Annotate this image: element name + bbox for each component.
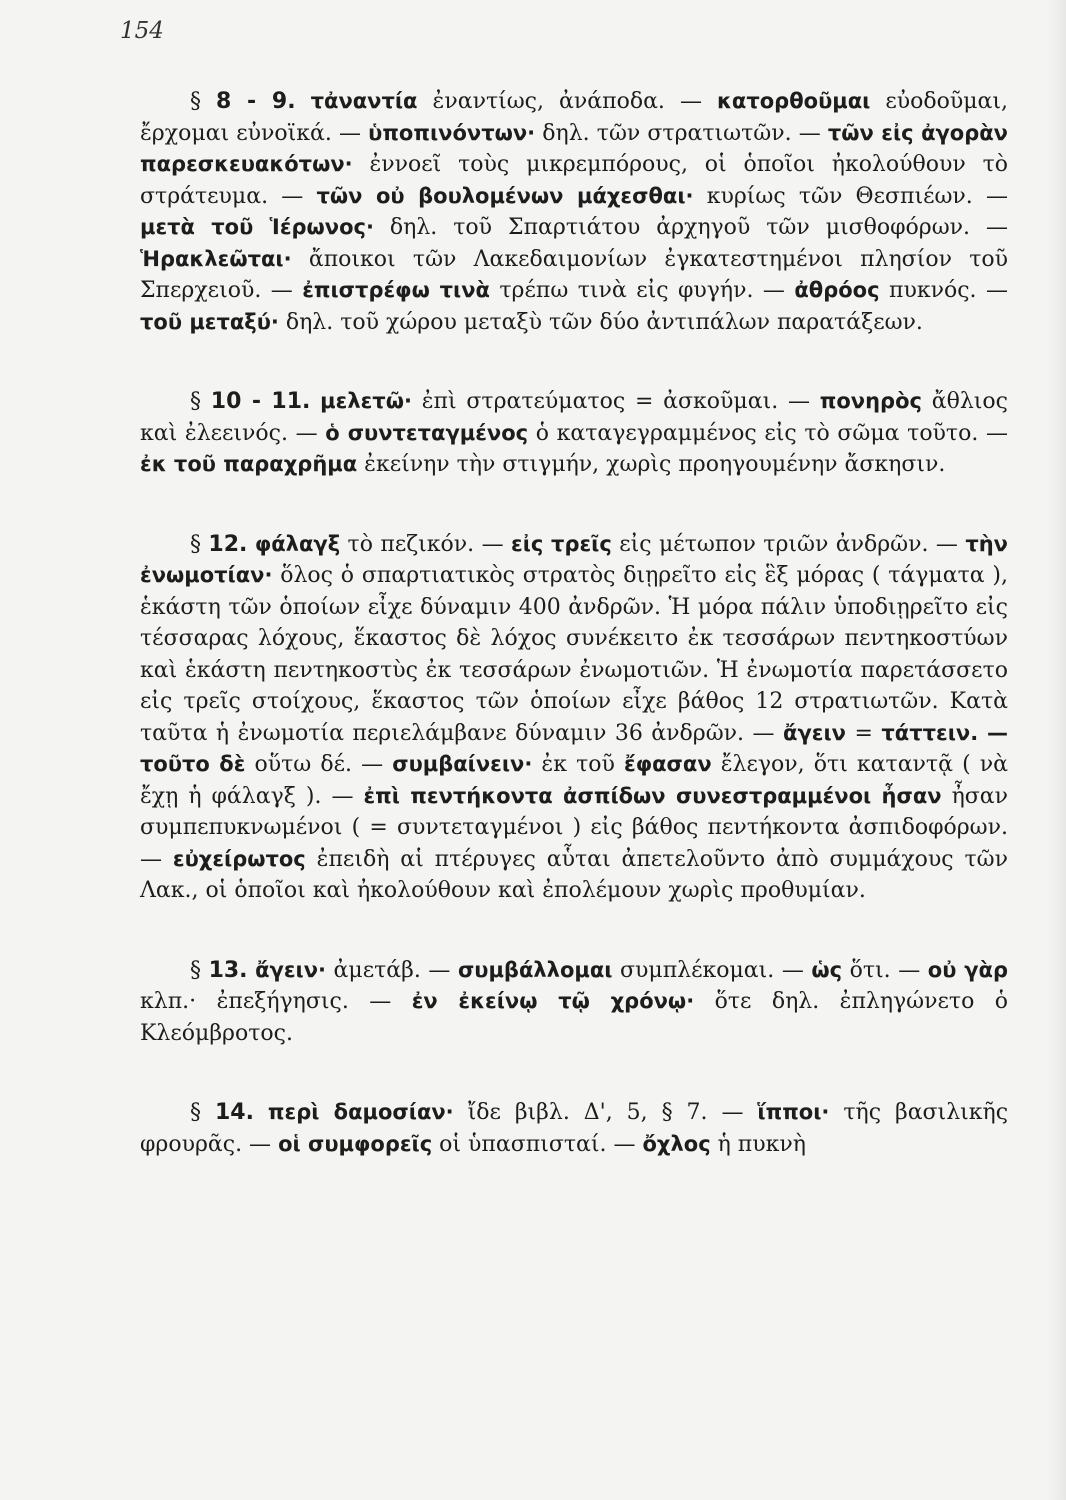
gloss: ἄποικοι τῶν Λακεδαιμονίων ἐγκατεστημένοι πλησίον τοῦ Σπερχειοῦ. — (140, 246, 1008, 303)
gloss: ὅτε δηλ. ἐπληγώνετο ὁ Κλεόμβροτος. (140, 989, 1008, 1046)
gloss: ἐπειδὴ αἱ πτέρυγες αὗται ἀπετελοῦντο ἀπὸ συμμάχους τῶν Λακ., οἱ ὁποῖοι καὶ ἠκολούθουν καὶ ἐπολέμουν χωρὶς προθυμίαν. (140, 846, 1008, 903)
gloss: τρέπω τινὰ εἰς φυγήν. — (489, 278, 795, 303)
gloss: ἀμετάβ. — (326, 957, 458, 983)
gloss: τὸ πεζικόν. — (340, 531, 511, 557)
lemma: οὐ γὰρ (927, 957, 1009, 982)
lemma: τῶν οὐ βουλομένων μάχεσθαι· (316, 183, 694, 208)
gloss: δηλ. τοῦ χώρου μεταξὺ τῶν δύο ἀντιπάλων παρατάξεων. (278, 309, 923, 335)
gloss: οὕτω δέ. — (245, 752, 393, 777)
gloss: ἄθλιος καὶ ἐλεεινός. — (140, 389, 1008, 446)
lemma: ἀθρόος (794, 278, 880, 302)
commentary-paragraph (140, 1097, 1008, 1160)
lemma: τῶν εἰς ἀγορὰν παρεσκευακότων· (140, 120, 1008, 176)
section-number: 10 - 11. (210, 389, 311, 414)
lemma: συμβάλλομαι (457, 957, 613, 982)
gloss: ἔλεγον, ὅτι καταντᾷ ( νὰ ἔχῃ ἡ φάλαγξ ). — (140, 752, 1008, 809)
gloss: ἐκ τοῦ (532, 752, 624, 777)
lemma: ἄγειν· (255, 957, 326, 982)
lemma: μελετῶ· (320, 389, 412, 413)
commentary-paragraph (140, 529, 1008, 907)
section-sign: § (190, 957, 201, 983)
lemma: τὴν ἐνωμοτίαν· (140, 531, 1008, 587)
lemma: φάλαγξ (254, 531, 341, 556)
gloss: ἴδε βιβλ. Δ', 5, § 7. — (453, 1100, 758, 1125)
lemma: ἐπιστρέφω τινὰ (302, 278, 490, 302)
gloss: κυρίως τῶν Θεσπιέων. — (693, 183, 1009, 209)
lemma: εὐχείρωτος (172, 846, 306, 871)
section-number: 13. (208, 957, 248, 983)
section-sign: § (190, 531, 201, 557)
lemma: ὁ συντεταγμένος (325, 420, 529, 445)
section-number: 12. (208, 531, 248, 557)
gloss: τῆς βασιλικῆς φρουρᾶς. — (140, 1100, 1009, 1157)
lemma: ἵπποι· (757, 1100, 830, 1124)
gloss: δηλ. τῶν στρατιωτῶν. — (535, 120, 828, 146)
gloss: ἐπὶ στρατεύματος = ἀσκοῦμαι. — (411, 389, 820, 414)
gloss: εὐοδοῦμαι, ἔρχομαι εὐνοϊκά. — (140, 89, 1009, 146)
gloss: εἰς μέτωπον τριῶν ἀνδρῶν. — (611, 531, 966, 557)
commentary-paragraph (140, 86, 1008, 338)
lemma: πονηρὸς (819, 389, 922, 413)
gloss: ἐκείνην τὴν στιγμήν, χωρὶς προηγουμένην ἄσκησιν. (357, 452, 946, 477)
lemma: τάττειν. — τοῦτο δὲ (140, 720, 1008, 776)
lemma: τἀναντία (310, 89, 418, 113)
section-sign: § (190, 389, 201, 414)
section-number: 14. (214, 1100, 254, 1125)
gloss: ὅλος ὁ σπαρτιατικὸς στρατὸς διῃρεῖτο εἰς ἓξ μόρας ( τάγματα ), ἑκάστη τῶν ὁποίων εἶχε δύναμιν 400 ἀνδρῶν. Ἡ μόρα πάλιν ὑποδιῃρεῖτο εἰς τέσσαρας λόχους, ἕκαστος δὲ λόχος συνέκειτο ἐκ τεσσάρων πεντηκοστύων καὶ ἑκάστη πεντηκοστὺς ἐκ τεσσάρων ἐνωμοτιῶν. Ἡ ἐνωμοτία παρετάσσετο εἰς τρεῖς στοίχους, ἕκαστος τῶν ὁποίων εἶχε βάθος 12 στρατιωτῶν. Κατὰ ταῦτα ἡ ἐνωμοτία περιελάμβανε δύναμιν 36 ἀνδρῶν. — (140, 563, 1008, 746)
gloss: ἡ πυκνὴ (710, 1131, 806, 1157)
lemma: συμβαίνειν· (392, 752, 533, 776)
lemma: ὑποπινόντων· (368, 120, 536, 145)
lemma: ὄχλος (642, 1131, 711, 1156)
page-edge-shadow (1048, 0, 1066, 1500)
lemma: ἔφασαν (624, 752, 712, 776)
gloss: πυκνός. — (879, 278, 1008, 303)
gloss: δηλ. τοῦ Σπαρτιάτου ἀρχηγοῦ τῶν μισθοφόρων. — (373, 215, 1009, 240)
lemma: κατορθοῦμαι (717, 89, 871, 113)
gloss: οἱ ὑπασπισταί. — (432, 1131, 643, 1157)
lemma: ἐκ τοῦ παραχρῆμα (140, 452, 358, 476)
gloss: συμπλέκομαι. — (612, 957, 812, 983)
lemma: ἐπὶ πεντήκοντα ἀσπίδων συνεστραμμένοι ἦσαν (363, 783, 942, 808)
gloss: ἐννοεῖ τοὺς μικρεμπόρους, οἱ ὁποῖοι ἠκολούθουν τὸ στράτευμα. — (140, 152, 1008, 209)
gloss: ἐναντίως, ἀνάποδα. — (417, 89, 717, 114)
gloss: ἦσαν συμπεπυκνωμένοι ( = συντεταγμένοι ) εἰς βάθος πεντήκοντα ἀσπιδοφόρων. — (140, 783, 1009, 872)
gloss: ὅτι. — (842, 957, 928, 983)
commentary-text (140, 86, 1008, 1208)
gloss: ὁ καταγεγραμμένος εἰς τὸ σῶμα τοῦτο. — (528, 420, 1008, 446)
commentary-paragraph (140, 386, 1008, 481)
commentary-paragraph (140, 955, 1008, 1050)
lemma: ἄγειν (783, 720, 846, 745)
lemma: ἐν ἐκείνῳ τῷ χρόνῳ· (411, 989, 695, 1013)
gloss: = (845, 720, 882, 746)
section-sign: § (190, 89, 201, 114)
lemma: μετὰ τοῦ Ἱέρωνος· (140, 215, 374, 239)
section-number: 8 - 9. (216, 89, 296, 114)
lemma: οἱ συμφορεῖς (278, 1131, 433, 1156)
gloss: κλπ.· ἐπεξήγησις. — (140, 989, 412, 1014)
lemma: Ἡρακλεῶται· (140, 246, 292, 271)
section-sign: § (190, 1100, 201, 1125)
lemma: εἰς τρεῖς (511, 531, 612, 556)
lemma: ὡς (811, 957, 843, 982)
lemma: τοῦ μεταξύ· (140, 309, 279, 334)
lemma: περὶ δαμοσίαν· (267, 1100, 454, 1124)
page-number: 154 (120, 18, 164, 44)
